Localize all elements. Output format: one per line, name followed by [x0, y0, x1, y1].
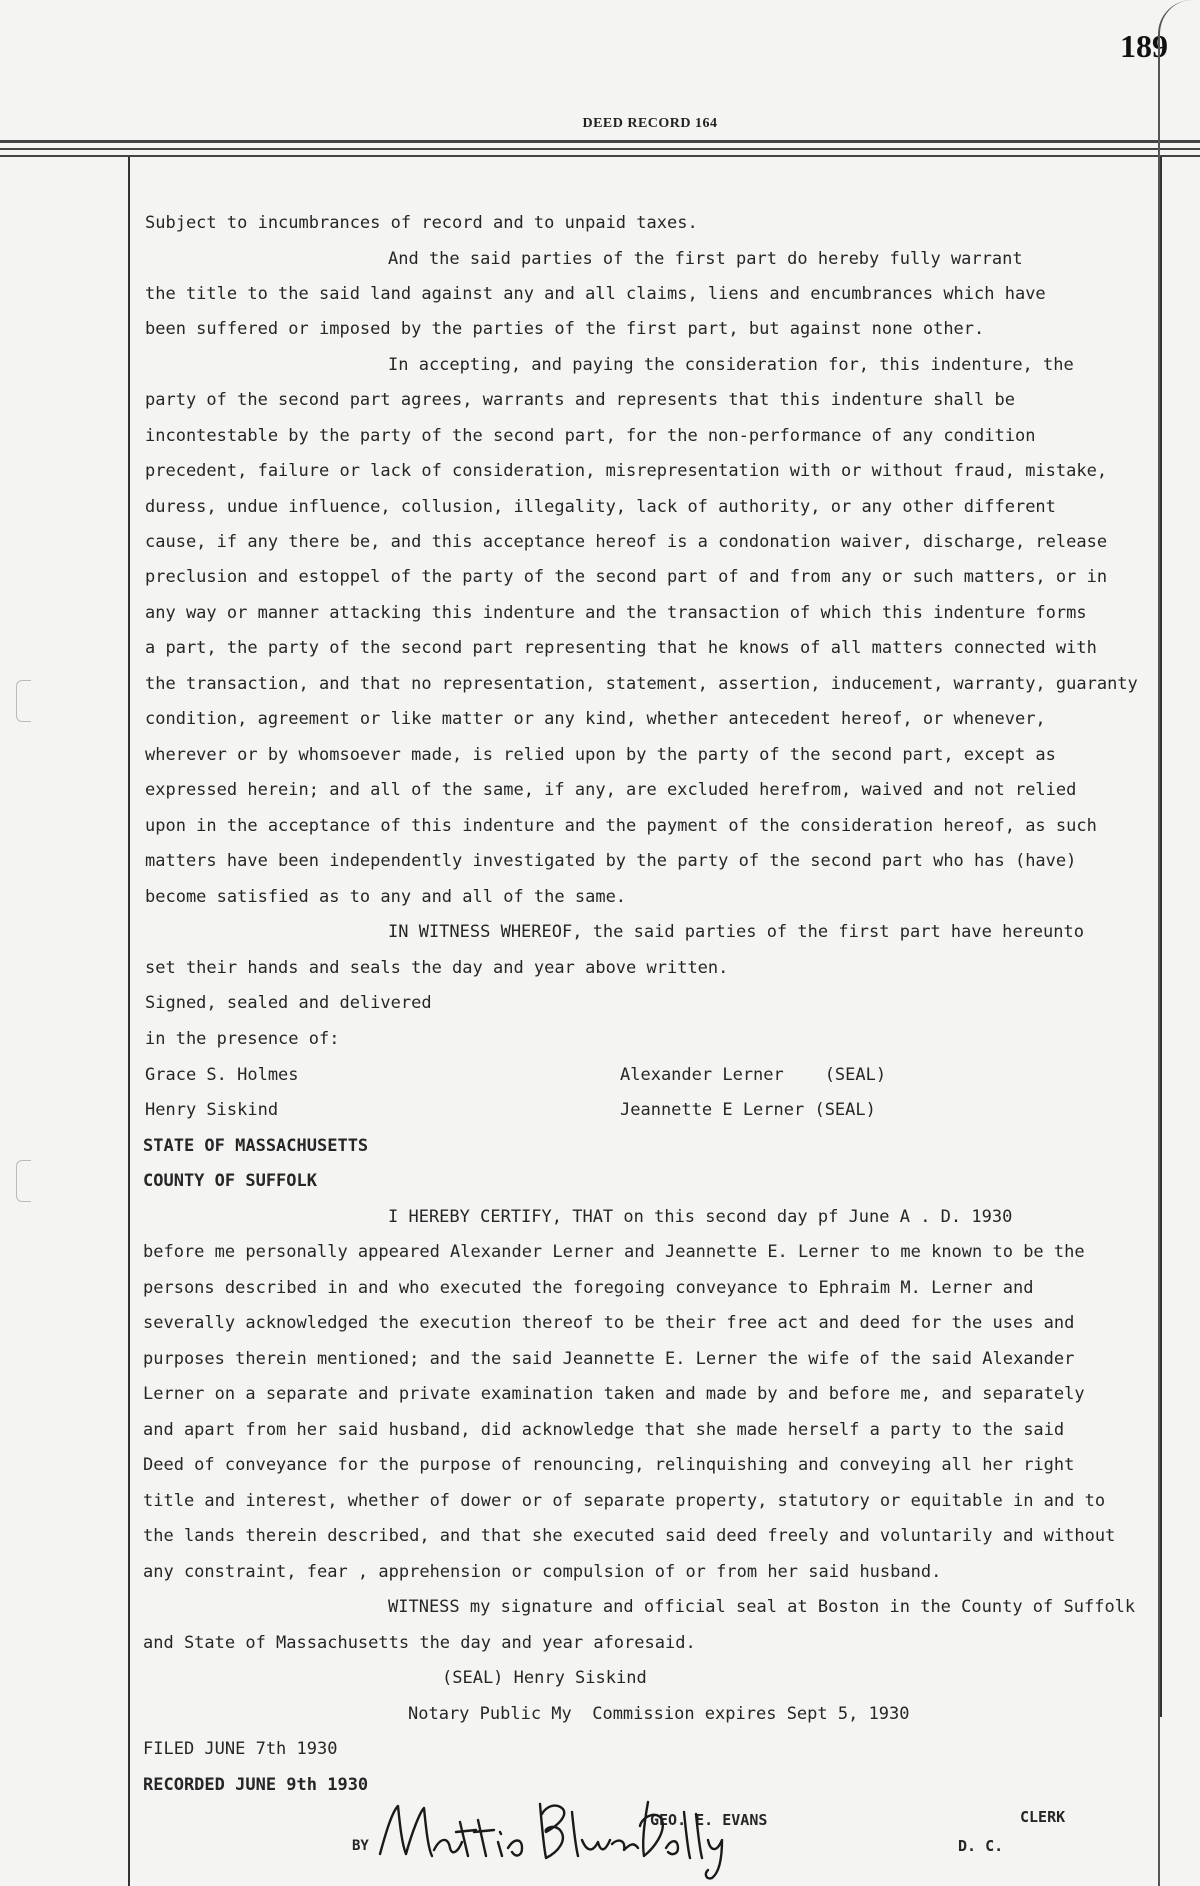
body-line: expressed herein; and all of the same, if any, are excluded herefrom, waived and not relied: [145, 780, 1077, 800]
body-line: duress, undue influence, collusion, illegality, lack of authority, or any other different: [145, 497, 1056, 517]
body-line: Signed, sealed and delivered: [145, 993, 432, 1013]
witness-name: Grace S. Holmes: [145, 1065, 299, 1085]
filed-date: FILED JUNE 7th 1930: [143, 1739, 338, 1759]
header-rule-top: [0, 140, 1200, 143]
header-rule-bottom: [0, 155, 1200, 157]
body-line: In accepting, and paying the consideration for, this indenture, the: [388, 355, 1074, 375]
ack-line: Deed of conveyance for the purpose of renouncing, relinquishing and conveying all her right: [143, 1455, 1075, 1475]
body-line: set their hands and seals the day and year above written.: [145, 958, 729, 978]
recorder-name: GEO. E. EVANS: [650, 1811, 768, 1829]
body-line: precedent, failure or lack of consideration, misrepresentation with or without fraud, mistake,: [145, 461, 1108, 481]
left-margin-line: [128, 157, 130, 1886]
body-line: matters have been independently investigated by the party of the second part who has (have): [145, 851, 1077, 871]
ack-line: and apart from her said husband, did acknowledge that she made herself a party to the said: [143, 1420, 1065, 1440]
page-corner-curve: [1158, 0, 1200, 1886]
ack-line: title and interest, whether of dower or of separate property, statutory or equitable in and to: [143, 1491, 1106, 1511]
body-line: any way or manner attacking this indenture and the transaction of which this indenture forms: [145, 603, 1087, 623]
grantor-signature: Alexander Lerner (SEAL): [620, 1065, 887, 1085]
body-line: Subject to incumbrances of record and to unpaid taxes.: [145, 213, 698, 233]
clerk-label: CLERK: [1020, 1808, 1066, 1826]
body-line: the transaction, and that no representation, statement, assertion, inducement, warranty, guaranty: [145, 674, 1138, 694]
header-rule-middle: [0, 148, 1200, 150]
body-line: party of the second part agrees, warrants and represents that this indenture shall be: [145, 390, 1015, 410]
ack-line: severally acknowledged the execution thereof to be their free act and deed for the uses and: [143, 1313, 1075, 1333]
body-line: condition, agreement or like matter or any kind, whether antecedent hereof, or whenever,: [145, 709, 1046, 729]
ack-line: before me personally appeared Alexander Lerner and Jeannette E. Lerner to me known to be the: [143, 1242, 1085, 1262]
state-heading: STATE OF MASSACHUSETTS: [143, 1136, 369, 1156]
body-line: a part, the party of the second part representing that he knows of all matters connected with: [145, 638, 1097, 658]
page-header-title: DEED RECORD 164: [582, 116, 718, 131]
ack-line: Lerner on a separate and private examination taken and made by and before me, and separately: [143, 1384, 1085, 1404]
body-line: wherever or by whomsoever made, is relied upon by the party of the second part, except as: [145, 745, 1056, 765]
body-line: IN WITNESS WHEREOF, the said parties of the first part have hereunto: [388, 922, 1084, 942]
notary-commission: Notary Public My Commission expires Sept 5, 1930: [408, 1704, 910, 1724]
body-line: in the presence of:: [145, 1029, 340, 1049]
binding-mark: [16, 680, 31, 722]
handwritten-signature: [372, 1792, 742, 1882]
county-heading: COUNTY OF SUFFOLK: [143, 1171, 317, 1191]
body-line: the title to the said land against any and all claims, liens and encumbrances which have: [145, 284, 1046, 304]
ack-line: WITNESS my signature and official seal at Boston in the County of Suffolk: [388, 1597, 1136, 1617]
ack-line: and State of Massachusetts the day and year aforesaid.: [143, 1633, 696, 1653]
binding-mark: [16, 1160, 31, 1202]
witness-name: Henry Siskind: [145, 1100, 279, 1120]
body-line: cause, if any there be, and this acceptance hereof is a condonation waiver, discharge, release: [145, 532, 1108, 552]
by-label: BY: [352, 1838, 369, 1854]
recorded-date: RECORDED JUNE 9th 1930: [143, 1775, 369, 1795]
body-line: incontestable by the party of the second part, for the non-performance of any condition: [145, 426, 1036, 446]
body-line: upon in the acceptance of this indenture and the payment of the consideration hereof, as such: [145, 816, 1097, 836]
body-line: been suffered or imposed by the parties of the first part, but against none other.: [145, 319, 985, 339]
ack-line: purposes therein mentioned; and the said Jeannette E. Lerner the wife of the said Alexander: [143, 1349, 1075, 1369]
body-line: become satisfied as to any and all of the same.: [145, 887, 627, 907]
ack-line: the lands therein described, and that she executed said deed freely and voluntarily and without: [143, 1526, 1116, 1546]
dc-label: D. C.: [958, 1837, 1004, 1855]
grantor-signature: Jeannette E Lerner (SEAL): [620, 1100, 876, 1120]
body-line: preclusion and estoppel of the party of the second part of and from any or such matters, or in: [145, 567, 1108, 587]
ack-line: I HEREBY CERTIFY, THAT on this second day pf June A . D. 1930: [388, 1207, 1013, 1227]
page-number: 189: [1120, 28, 1168, 64]
body-line: And the said parties of the first part do hereby fully warrant: [388, 249, 1023, 269]
notary-signature: (SEAL) Henry Siskind: [442, 1668, 647, 1688]
ack-line: any constraint, fear , apprehension or compulsion of or from her said husband.: [143, 1562, 942, 1582]
ack-line: persons described in and who executed the foregoing conveyance to Ephraim M. Lerner and: [143, 1278, 1034, 1298]
